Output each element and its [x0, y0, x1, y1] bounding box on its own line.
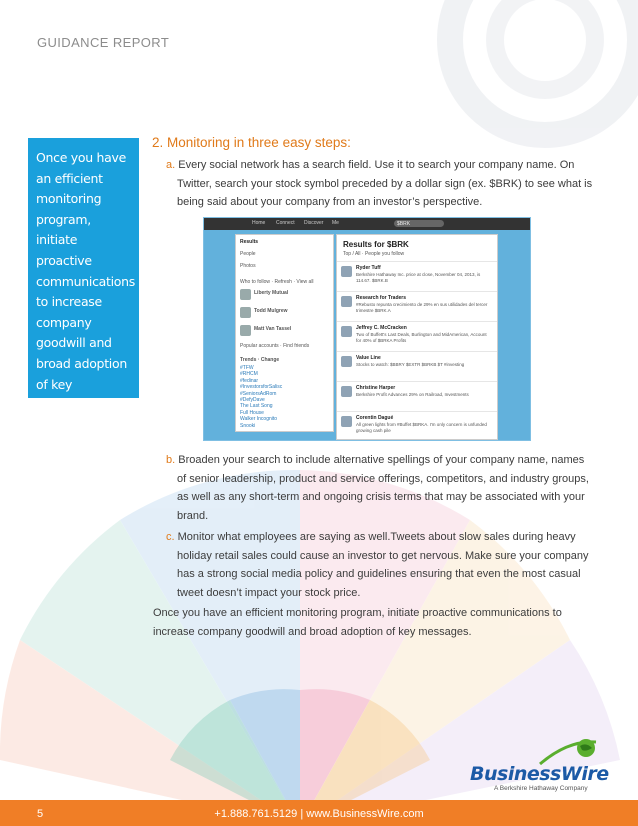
step-c — [166, 528, 606, 602]
step-text-line: being said about your company from an investor’s perspective. — [177, 196, 483, 209]
step-b — [166, 451, 606, 525]
menu-results: Results — [240, 239, 259, 245]
step-letter: c. — [166, 531, 175, 543]
tweet-row — [337, 291, 497, 321]
trend-item[interactable]: #fedinar — [240, 377, 259, 384]
tweet-text: #Rebusto repunta crecimiento de 29% en sus utilidades del tercer trimestre $BRK.A — [356, 302, 488, 313]
twitter-search-box — [394, 220, 444, 227]
avatar — [240, 307, 251, 318]
section-title: 2. Monitoring in three easy steps: — [152, 135, 351, 150]
trend-item[interactable]: The Last Song — [240, 403, 273, 410]
footer-contact: +1.888.761.5129 | www.BusinessWire.com — [214, 808, 424, 820]
tweet-text: Stocks to watch: $BBRY $EXTR $BRKB $T #investing — [356, 362, 465, 367]
tweet-text: Berkshire Profit Advances 29% on Railroad, Investments — [356, 392, 469, 397]
trend-item[interactable]: #SeniorsAdRom — [240, 390, 277, 397]
step-text-line: as well as any short-term and ongoing crisis terms that may be associated with your — [177, 491, 585, 504]
twitter-left-panel — [235, 234, 334, 432]
avatar — [341, 416, 352, 427]
tweet-author: Value Line — [356, 355, 381, 361]
avatar — [341, 266, 352, 277]
suggested-name: Matt Van Tassel — [254, 326, 292, 332]
tweet-row — [337, 261, 497, 291]
pull-quote-line: program, initiate — [36, 211, 91, 248]
tweet-row — [337, 351, 497, 381]
twitter-top-bar — [204, 218, 530, 230]
avatar — [240, 325, 251, 336]
pull-quote-line: to increase — [36, 294, 102, 310]
step-text-line: Monitor what employees are saying as well.Tweets about slow sales during heavy — [177, 531, 576, 543]
tweet-row — [337, 381, 497, 411]
step-text-line: brand. — [177, 509, 209, 522]
avatar — [341, 326, 352, 337]
trend-item[interactable]: Snooki — [240, 422, 256, 429]
popular-accounts: Popular accounts · Find friends — [240, 343, 310, 349]
menu-photos: Photos — [240, 263, 256, 269]
results-title: Results for $BRK — [343, 240, 409, 249]
tweet-text: Berkshire Hathaway Inc. price at close, November 04, 2013, is 114.67. $BRK.B — [356, 272, 481, 283]
tweet-author: Ryder Tuff — [356, 265, 381, 271]
tweet-author: Christine Harper — [356, 385, 396, 391]
twitter-search-screenshot — [204, 218, 530, 440]
globe-swoosh-icon — [538, 736, 598, 766]
trend-item[interactable]: Full House — [240, 409, 264, 416]
closing-line: Once you have an efficient monitoring program, initiate proactive communications to — [153, 607, 562, 619]
logo-wordmark: BusinessWire — [470, 763, 609, 785]
step-text-line: tweet doesn’t impact your stock price. — [177, 586, 361, 599]
page-number: 5 — [37, 808, 44, 820]
tweet-author: Research for Traders — [356, 295, 407, 301]
pull-quote-line: goodwill and — [36, 335, 112, 351]
tweet-row — [337, 321, 497, 351]
avatar — [240, 289, 251, 300]
tweet-author: Jeffrey C. McCracken — [356, 325, 407, 331]
step-letter: b. — [166, 454, 176, 466]
who-to-follow: Who to follow · Refresh · View all — [240, 279, 314, 285]
trend-item[interactable]: #InvestorsforSalisc — [240, 384, 283, 391]
step-text-line: Broaden your search to include alternative spellings of your company name, names — [178, 454, 585, 466]
pull-quote-line: monitoring — [36, 191, 102, 207]
logo-tagline: A Berkshire Hathaway Company — [494, 785, 588, 792]
pull-quote-box — [28, 138, 139, 413]
pull-quote-line: company — [36, 314, 92, 330]
menu-people: People — [240, 251, 256, 257]
suggested-name: Todd Mulgrew — [254, 308, 288, 314]
pull-quote-line: broad adoption — [36, 355, 127, 371]
step-letter: a. — [166, 159, 176, 171]
businesswire-logo — [468, 736, 608, 792]
step-a — [166, 156, 606, 212]
trend-item[interactable]: #TFW — [240, 365, 254, 371]
step-text-line: Twitter, search your stock symbol preceded by a dollar sign (ex. $BRK) to see what is — [177, 177, 593, 190]
tweet-list — [337, 261, 497, 441]
step-text-line: holiday retail sales could cause an investor to get nervous. Make sure your company — [177, 549, 589, 562]
step-text-line: has a strong social media policy and guidelines ensuring that even the most casual — [177, 568, 581, 581]
trend-item[interactable]: #RHCM — [240, 371, 258, 378]
closing-line: increase company goodwill and broad adoption of key messages. — [153, 625, 472, 638]
nav-connect: Connect — [276, 220, 295, 226]
pull-quote-line: of key messages. — [36, 376, 100, 413]
trends-list — [240, 365, 282, 429]
nav-discover: Discover — [304, 220, 324, 226]
results-tabs: Top / All · People you follow — [343, 251, 405, 257]
step-text-line: of senior leadership, product and service offerings, competitors, and industry groups, — [177, 472, 589, 485]
pull-quote-line: proactive — [36, 252, 92, 268]
tweet-author: Corentin Dagué — [356, 415, 394, 421]
trends-title: Trends · Change — [240, 357, 280, 363]
avatar — [341, 386, 352, 397]
twitter-results-panel — [336, 234, 498, 440]
tweet-text: All green lights from #Buffet $BRKA. I'm only concern is unfunded growing cash pile — [356, 422, 487, 433]
search-query: $BRK — [397, 221, 411, 227]
avatar — [341, 356, 352, 367]
pull-quote-line: an efficient — [36, 170, 103, 186]
tweet-row — [337, 411, 497, 441]
report-header-label: GUIDANCE REPORT — [37, 35, 170, 50]
closing-paragraph — [153, 604, 603, 641]
pull-quote-line: communications — [36, 273, 135, 289]
trend-item[interactable]: #DefyDave — [240, 397, 265, 404]
suggested-name: Liberty Mutual — [254, 290, 289, 296]
nav-home: Home — [252, 220, 266, 226]
avatar — [341, 296, 352, 307]
trend-item[interactable]: Walker Incognito — [240, 416, 278, 423]
pull-quote-line: Once you have — [36, 150, 127, 165]
tweet-text: Two of Buffett's Last Deals, Burlington and MidAmerican, Account for 40% of $BRKA Profits — [356, 332, 487, 343]
step-text-line: Every social network has a search field. Use it to search your company name. On — [178, 159, 575, 171]
nav-me: Me — [332, 220, 339, 226]
